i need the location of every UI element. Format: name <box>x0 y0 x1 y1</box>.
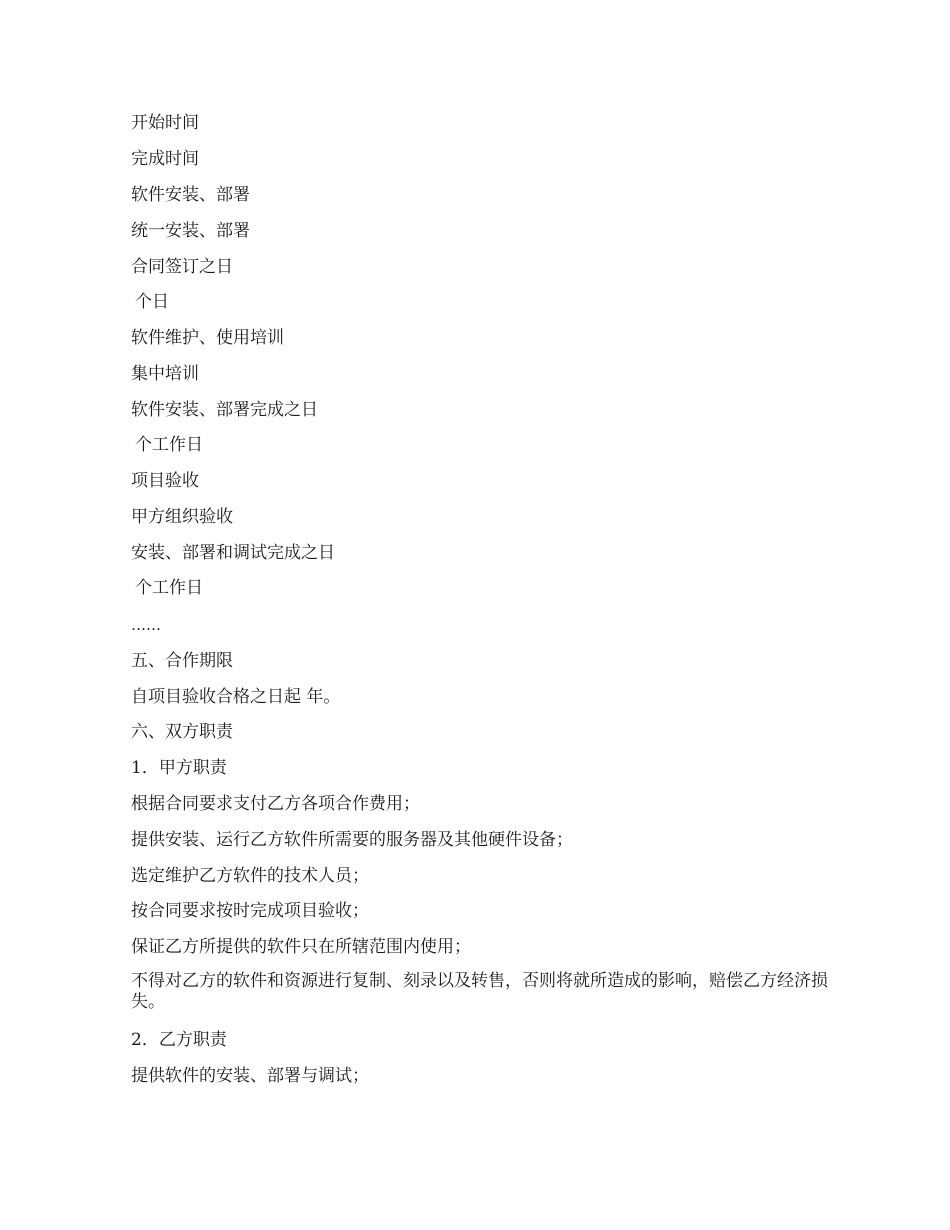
text-line: 软件安装、部署 <box>131 185 250 205</box>
subsection-heading: 1．甲方职责 <box>131 758 227 778</box>
text-line: 自项目验收合格之日起 年。 <box>131 687 341 707</box>
text-line: 完成时间 <box>131 149 199 169</box>
text-line: 软件安装、部署完成之日 <box>131 400 318 420</box>
text-line: 提供安装、运行乙方软件所需要的服务器及其他硬件设备； <box>131 830 573 850</box>
text-line: 提供软件的安装、部署与调试； <box>131 1066 369 1086</box>
section-heading: 六、双方职责 <box>131 722 233 742</box>
text-line: 按合同要求按时完成项目验收； <box>131 901 369 921</box>
ellipsis-line: …… <box>131 616 161 634</box>
text-line: 个工作日 <box>135 578 203 598</box>
text-line: 根据合同要求支付乙方各项合作费用； <box>131 794 420 814</box>
subsection-heading: 2．乙方职责 <box>131 1030 227 1050</box>
text-line: 集中培训 <box>131 364 199 384</box>
text-line: 项目验收 <box>131 471 199 491</box>
paragraph: 不得对乙方的软件和资源进行复制、刻录以及转售，否则将就所造成的影响，赔偿乙方经济损失。 <box>131 971 828 1012</box>
text-line: 个工作日 <box>135 435 203 455</box>
text-line: 统一安装、部署 <box>131 221 250 241</box>
text-line: 安装、部署和调试完成之日 <box>131 543 335 563</box>
text-line: 软件维护、使用培训 <box>131 328 284 348</box>
text-line: 选定维护乙方软件的技术人员； <box>131 866 369 886</box>
text-line: 甲方组织验收 <box>131 507 233 527</box>
section-heading: 五、合作期限 <box>131 651 233 671</box>
text-line: 合同签订之日 <box>131 257 233 277</box>
text-line: 保证乙方所提供的软件只在所辖范围内使用； <box>131 937 471 957</box>
text-line: 开始时间 <box>131 113 199 133</box>
text-line: 个日 <box>135 292 169 312</box>
